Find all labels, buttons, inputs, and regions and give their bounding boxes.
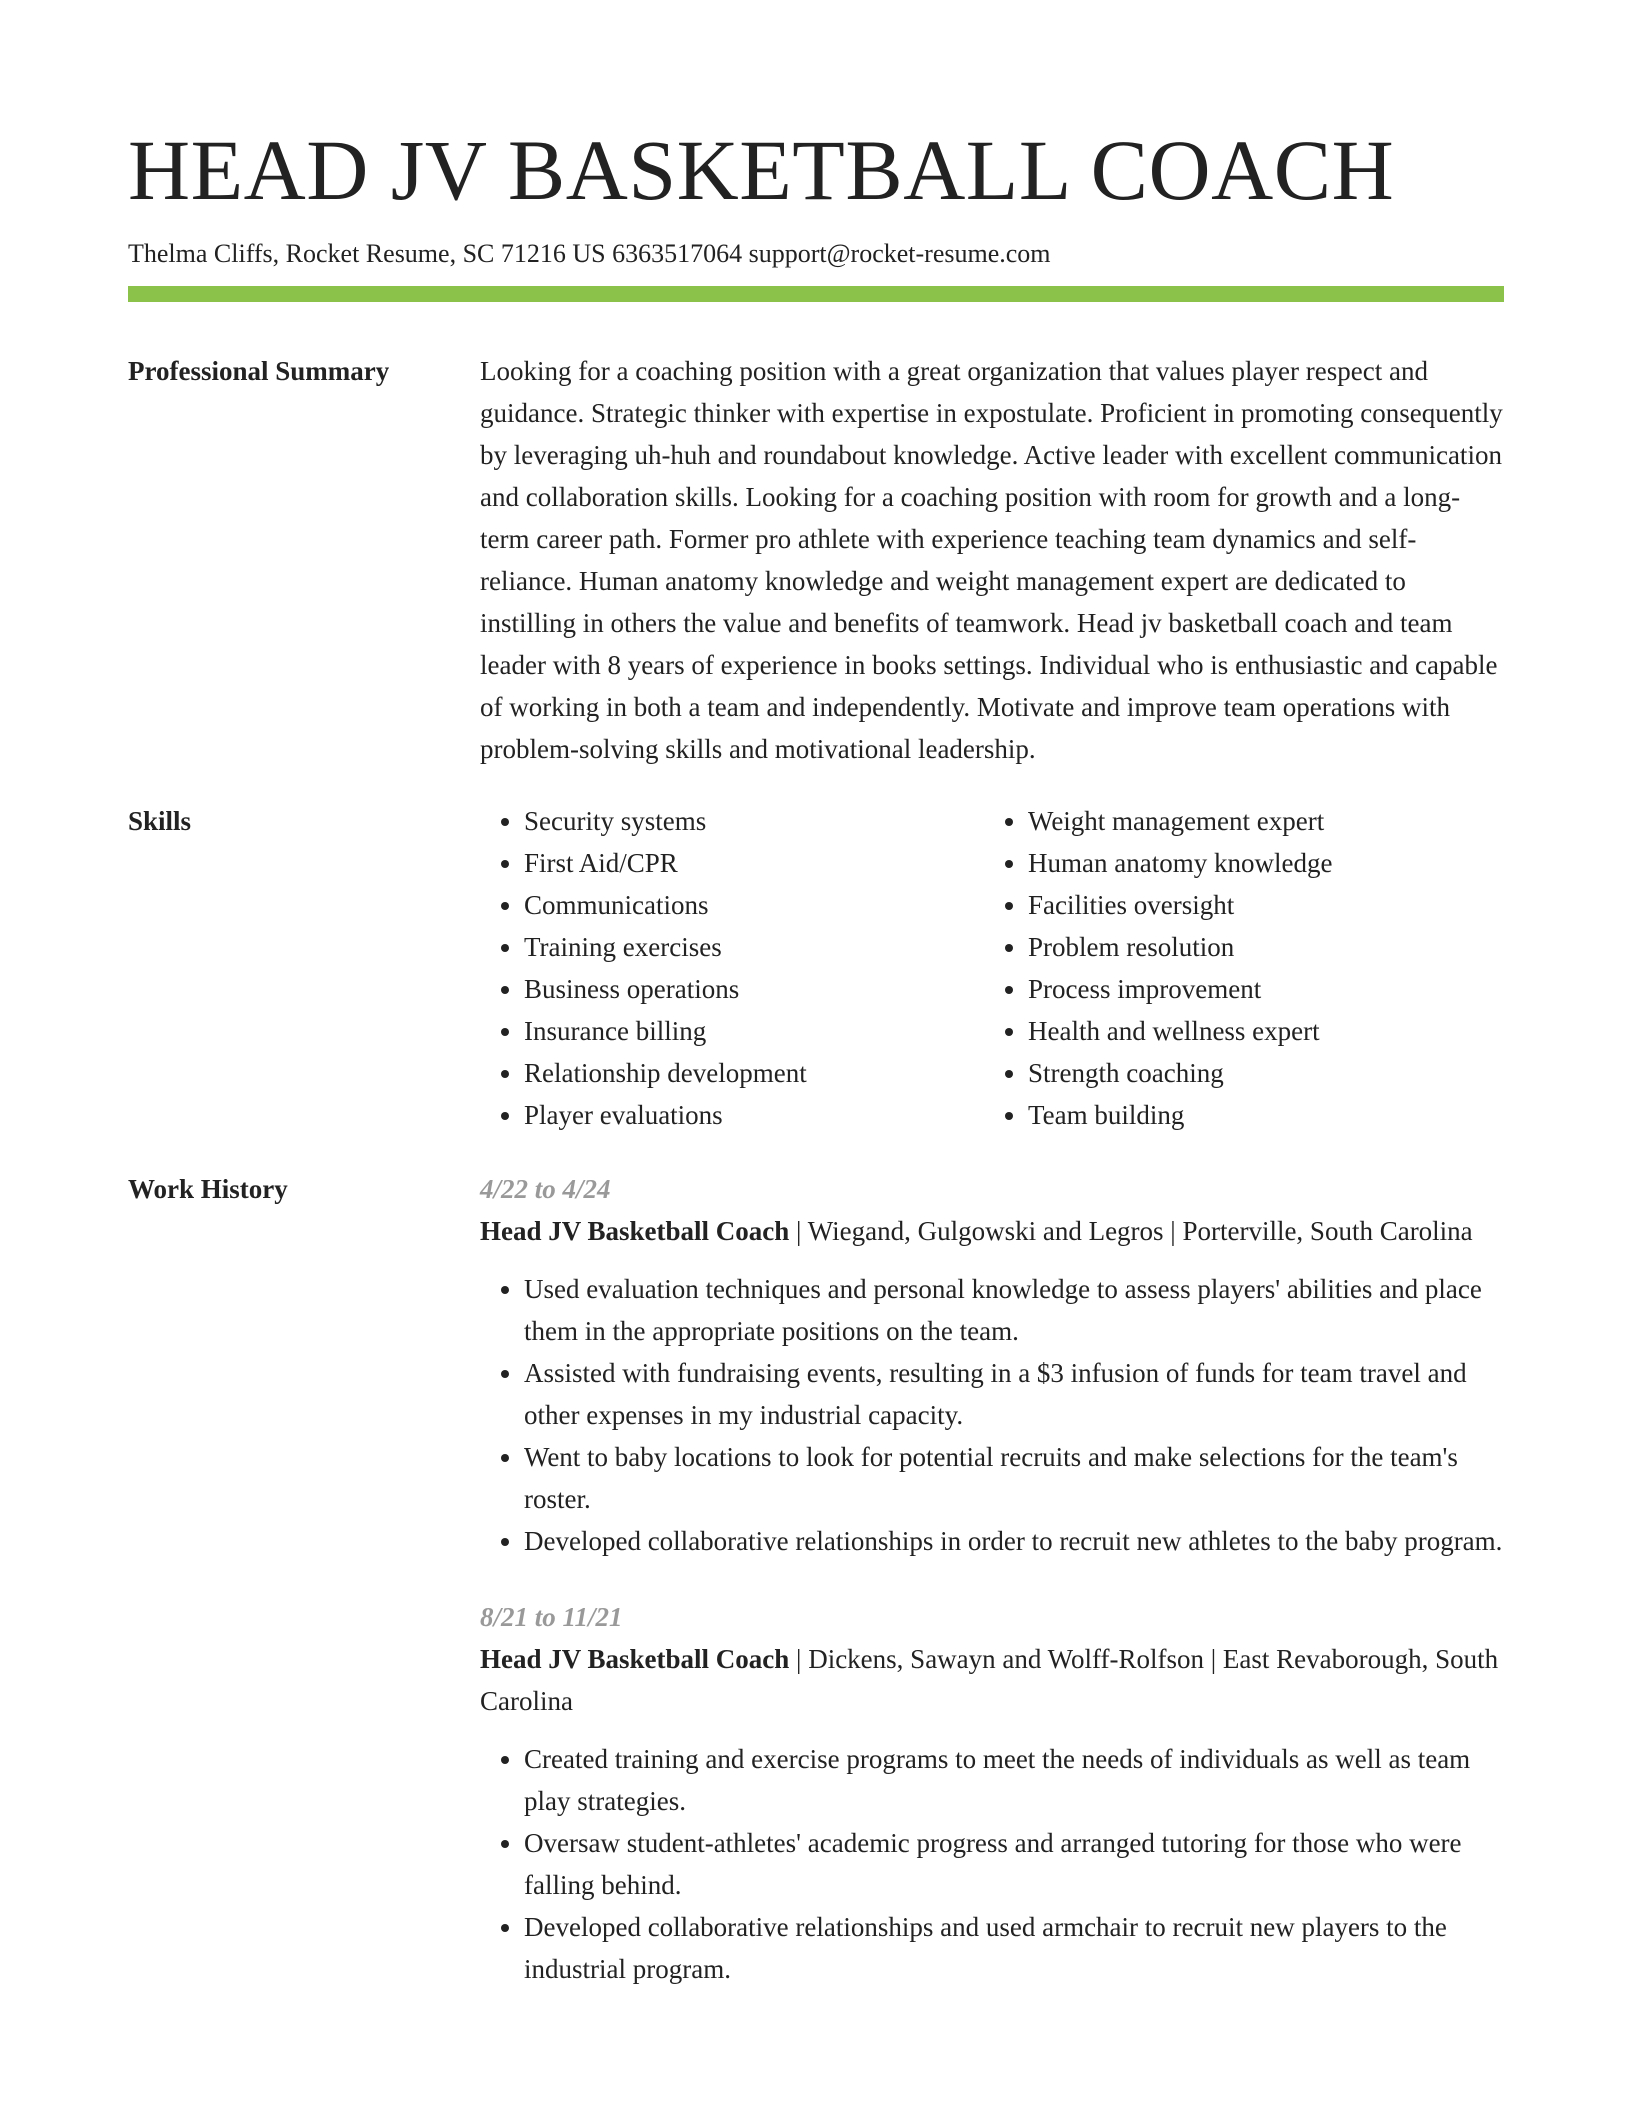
job-heading xyxy=(480,1638,1504,1722)
job-bullet: • Oversaw student-athletes' academic progress and arranged tutoring for those who were falling behind. xyxy=(524,1822,1504,1906)
summary-heading: Professional Summary xyxy=(128,356,390,386)
work-history-section xyxy=(128,1168,1504,1990)
skill-item: • Weight management expert xyxy=(1028,800,1488,842)
skill-item: • Security systems xyxy=(524,800,984,842)
skill-item: • Player evaluations xyxy=(524,1094,984,1136)
job-bullet: • Developed collaborative relationships in order to recruit new athletes to the baby program. xyxy=(524,1520,1504,1562)
contact-line: Thelma Cliffs, Rocket Resume, SC 71216 US 6363517064 support@rocket-resume.com xyxy=(128,239,1051,268)
skill-item: • Problem resolution xyxy=(1028,926,1488,968)
skill-item: • Business operations xyxy=(524,968,984,1010)
job-bullets xyxy=(480,1268,1504,1562)
job-dates: 4/22 to 4/24 xyxy=(480,1174,611,1204)
job-bullet: • Developed collaborative relationships and used armchair to recruit new players to the industrial program. xyxy=(524,1906,1504,1990)
job-employer-location: | Wiegand, Gulgowski and Legros | Porterville, South Carolina xyxy=(789,1216,1473,1246)
skill-item: • Insurance billing xyxy=(524,1010,984,1052)
job-bullet: • Assisted with fundraising events, resulting in a $3 infusion of funds for team travel and other expenses in my industrial capacity. xyxy=(524,1352,1504,1436)
skill-item: • Human anatomy knowledge xyxy=(1028,842,1488,884)
work-history-list xyxy=(480,1168,1504,1990)
work-history-heading: Work History xyxy=(128,1174,288,1204)
job-bullet: • Went to baby locations to look for potential recruits and make selections for the team's roster. xyxy=(524,1436,1504,1520)
skill-item: • Strength coaching xyxy=(1028,1052,1488,1094)
skill-item: • Process improvement xyxy=(1028,968,1488,1010)
skill-item: • Training exercises xyxy=(524,926,984,968)
summary-text: Looking for a coaching position with a great organization that values player respect and guidance. Strategic thinker with expertise in expostulate. Proficient in promoting consequently by leveraging uh-huh and roundabout knowledge. Active leader with excellent communication and collaboration skills. Looking for a coaching position with room for growth and a long-term career path. Former pro athlete with experience teaching team dynamics and self-reliance. Human anatomy knowledge and weight management expert are dedicated to instilling in others the value and benefits of teamwork. Head jv basketball coach and team leader with 8 years of experience in books settings. Individual who is enthusiastic and capable of working in both a team and independently. Motivate and improve team operations with problem-solving skills and motivational leadership. xyxy=(480,356,1503,764)
skill-item: • Communications xyxy=(524,884,984,926)
job-bullets xyxy=(480,1738,1504,1990)
skill-item: • Relationship development xyxy=(524,1052,984,1094)
skills-list xyxy=(480,800,1504,1136)
skill-item: • Team building xyxy=(1028,1094,1488,1136)
job-title: Head JV Basketball Coach xyxy=(480,1644,790,1674)
skills-column-right xyxy=(984,800,1488,1136)
job-bullet: • Used evaluation techniques and personal knowledge to assess players' abilities and place them in the appropriate positions on the team. xyxy=(524,1268,1504,1352)
skill-item: • Facilities oversight xyxy=(1028,884,1488,926)
skills-section xyxy=(128,800,1504,1136)
skill-item: • Health and wellness expert xyxy=(1028,1010,1488,1052)
accent-divider xyxy=(128,286,1504,302)
resume-page xyxy=(128,118,1504,1990)
skills-column-left xyxy=(480,800,984,1136)
job-entry xyxy=(480,1596,1504,1990)
summary-section xyxy=(128,350,1504,770)
job-employer-location: | Dickens, Sawayn and Wolff-Rolfson | East Revaborough, South Carolina xyxy=(480,1644,1499,1716)
job-entry xyxy=(480,1168,1504,1562)
job-bullet: • Created training and exercise programs to meet the needs of individuals as well as team play strategies. xyxy=(524,1738,1504,1822)
skills-heading: Skills xyxy=(128,806,192,836)
job-heading xyxy=(480,1210,1504,1252)
job-title: Head JV Basketball Coach xyxy=(480,1216,790,1246)
job-dates: 8/21 to 11/21 xyxy=(480,1602,623,1632)
resume-title: HEAD JV BASKETBALL COACH xyxy=(128,122,1395,218)
skill-item: • First Aid/CPR xyxy=(524,842,984,884)
